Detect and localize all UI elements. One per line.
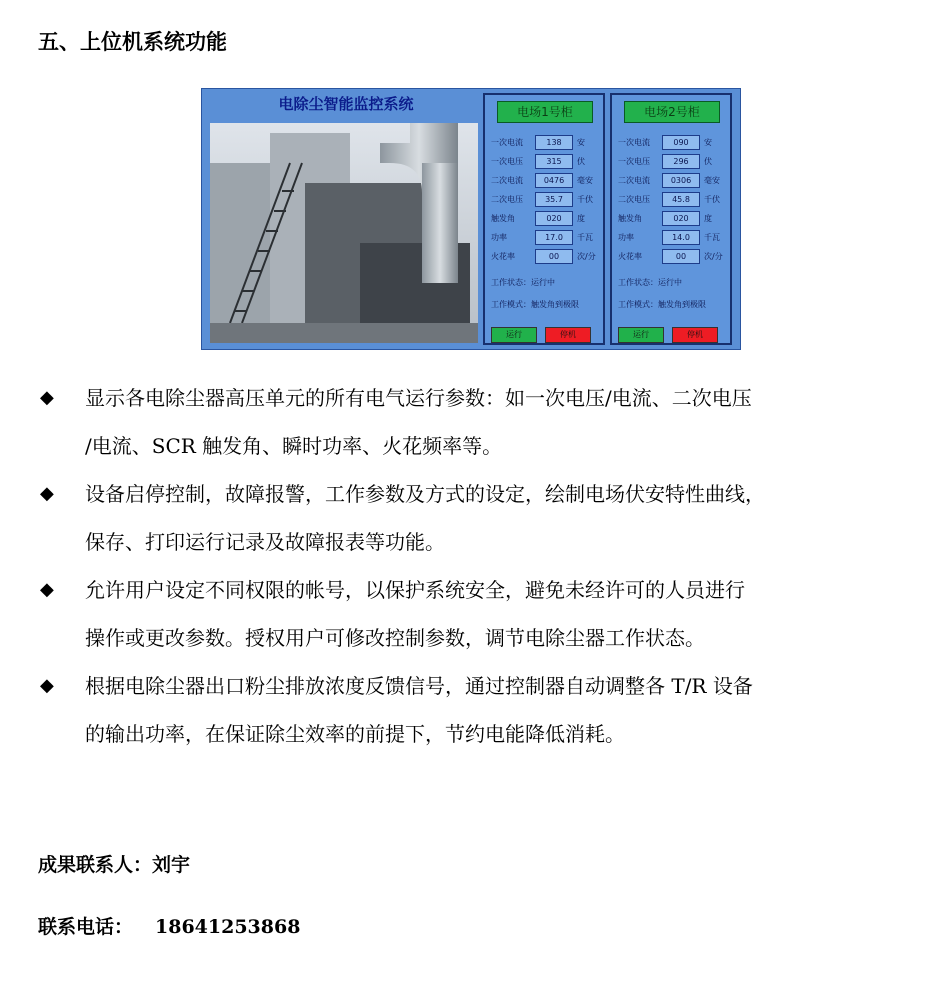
param-label: 火花率 <box>491 252 515 261</box>
param-unit: 安 <box>577 138 585 147</box>
param-unit: 千伏 <box>704 195 720 204</box>
cabinet-2-title: 电场2号柜 <box>624 101 720 123</box>
param-unit: 伏 <box>577 157 585 166</box>
precipitator-image <box>210 123 478 343</box>
param-value: 315 <box>535 154 573 169</box>
cabinet-panel-2 <box>610 93 732 345</box>
param-value: 020 <box>662 211 700 226</box>
param-value: 0306 <box>662 173 700 188</box>
param-label: 二次电流 <box>491 176 523 185</box>
list-item <box>38 662 908 758</box>
list-item <box>38 470 908 566</box>
list-item-line: 的输出功率，在保证除尘效率的前提下，节约电能降低消耗。 <box>85 722 625 746</box>
param-label: 触发角 <box>491 214 515 223</box>
param-label: 功率 <box>491 233 507 242</box>
phone-number: 18641253868 <box>155 916 301 938</box>
param-value: 00 <box>662 249 700 264</box>
param-unit: 次/分 <box>577 252 596 261</box>
param-unit: 次/分 <box>704 252 723 261</box>
param-value: 296 <box>662 154 700 169</box>
param-value: 45.8 <box>662 192 700 207</box>
monitoring-system-screenshot <box>201 88 741 350</box>
diamond-bullet-icon: ◆ <box>40 675 54 696</box>
param-unit: 度 <box>704 214 712 223</box>
list-item <box>38 566 908 662</box>
param-value: 090 <box>662 135 700 150</box>
work-mode: 工作模式：触发角到极限 <box>618 300 706 309</box>
work-status: 工作状态：运行中 <box>618 278 682 287</box>
param-label: 一次电压 <box>618 157 650 166</box>
phone-label: 联系电话： <box>38 916 134 938</box>
param-value: 00 <box>535 249 573 264</box>
work-status: 工作状态：运行中 <box>491 278 555 287</box>
diamond-bullet-icon: ◆ <box>40 579 54 600</box>
param-unit: 毫安 <box>704 176 720 185</box>
list-item-line: /电流、SCR 触发角、瞬时功率、火花频率等。 <box>85 434 503 458</box>
work-mode: 工作模式：触发角到极限 <box>491 300 579 309</box>
figure-title: 电除尘智能监控系统 <box>278 95 414 113</box>
section-heading: 五、上位机系统功能 <box>38 30 227 54</box>
list-item-line: 根据电除尘器出口粉尘排放浓度反馈信号，通过控制器自动调整各 T/R 设备 <box>85 674 753 698</box>
param-unit: 安 <box>704 138 712 147</box>
list-item-line: 操作或更改参数。授权用户可修改控制参数，调节电除尘器工作状态。 <box>85 626 705 650</box>
list-item-line: 允许用户设定不同权限的帐号，以保护系统安全，避免未经许可的人员进行 <box>85 578 745 602</box>
param-unit: 千瓦 <box>704 233 720 242</box>
param-label: 一次电流 <box>491 138 523 147</box>
cabinet-panel-1 <box>483 93 605 345</box>
param-unit: 千瓦 <box>577 233 593 242</box>
param-label: 二次电压 <box>491 195 523 204</box>
stop-button[interactable]: 停机 <box>672 327 718 343</box>
diamond-bullet-icon: ◆ <box>40 483 54 504</box>
param-value: 138 <box>535 135 573 150</box>
param-unit: 伏 <box>704 157 712 166</box>
param-label: 功率 <box>618 233 634 242</box>
param-unit: 千伏 <box>577 195 593 204</box>
precipitator-photo <box>210 123 478 343</box>
param-value: 17.0 <box>535 230 573 245</box>
contact-person: 成果联系人：刘宇 <box>38 854 191 876</box>
diamond-bullet-icon: ◆ <box>40 387 54 408</box>
run-button[interactable]: 运行 <box>491 327 537 343</box>
run-button[interactable]: 运行 <box>618 327 664 343</box>
stop-button[interactable]: 停机 <box>545 327 591 343</box>
cabinet-1-title: 电场1号柜 <box>497 101 593 123</box>
param-label: 火花率 <box>618 252 642 261</box>
list-item-line: 保存、打印运行记录及故障报表等功能。 <box>85 530 445 554</box>
param-label: 触发角 <box>618 214 642 223</box>
param-unit: 度 <box>577 214 585 223</box>
param-value: 020 <box>535 211 573 226</box>
list-item-line: 设备启停控制，故障报警，工作参数及方式的设定，绘制电场伏安特性曲线， <box>85 482 765 506</box>
list-item <box>38 374 908 470</box>
param-label: 一次电流 <box>618 138 650 147</box>
param-unit: 毫安 <box>577 176 593 185</box>
param-label: 一次电压 <box>491 157 523 166</box>
param-label: 二次电流 <box>618 176 650 185</box>
contact-phone-row <box>38 912 300 939</box>
param-value: 14.0 <box>662 230 700 245</box>
feature-list <box>38 374 908 758</box>
param-value: 35.7 <box>535 192 573 207</box>
param-label: 二次电压 <box>618 195 650 204</box>
param-value: 0476 <box>535 173 573 188</box>
list-item-line: 显示各电除尘器高压单元的所有电气运行参数：如一次电压/电流、二次电压 <box>85 386 752 410</box>
